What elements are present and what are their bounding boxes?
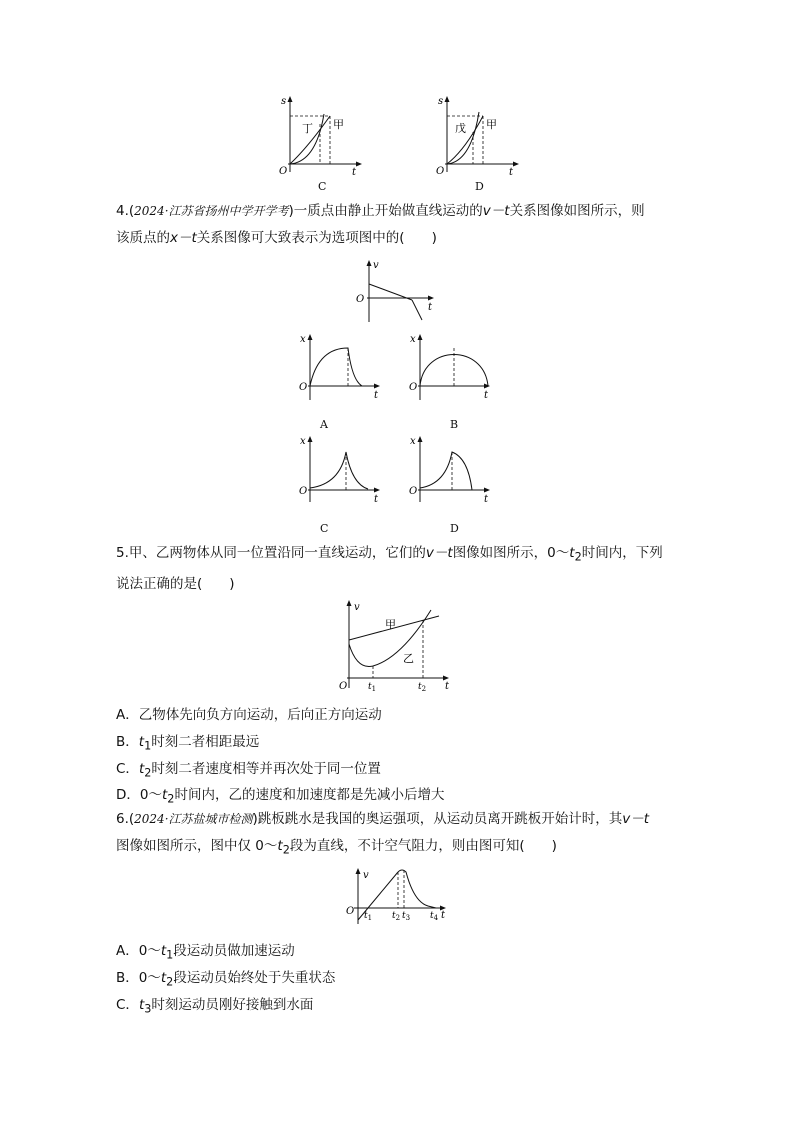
q5-option-d: D．$0\sim t_2$时间内，乙的速度和加速度都是先减小后增大 xyxy=(116,787,445,806)
q6-vt: v－t xyxy=(622,811,650,827)
axis-y-label: x xyxy=(410,436,416,447)
q4-prefix: 4.( xyxy=(116,203,135,219)
axis-y-label: s xyxy=(438,96,444,107)
origin-label: O xyxy=(346,906,355,917)
curve-label-ding: 丁 xyxy=(302,122,313,135)
q5-body: 时间内，下列 xyxy=(581,545,663,561)
origin-label: O xyxy=(339,681,348,692)
origin-label: O xyxy=(409,382,418,393)
axis-x-label: t xyxy=(484,390,489,401)
q5-body: 说法正确的是( ) xyxy=(116,575,235,592)
origin-label: O xyxy=(299,382,308,393)
q4-body: )一质点由静止开始做直线运动的 xyxy=(288,203,483,219)
origin-label: O xyxy=(436,166,445,177)
q5-body: 5.甲、乙两物体从同一位置沿同一直线运动，它们的 xyxy=(116,545,426,561)
axis-x-label: t xyxy=(374,390,379,401)
curve-label-wu: 戊 xyxy=(455,122,466,135)
origin-label: O xyxy=(409,486,418,497)
q4-vt-graph xyxy=(350,256,440,326)
caption-d-top: D xyxy=(475,180,484,193)
q6-option-b: B．$0\sim t_2$段运动员始终处于失重状态 xyxy=(116,970,336,989)
question-5-text xyxy=(116,540,682,598)
tick-t3: $t_3$ xyxy=(402,911,411,922)
tick-t1: $t_1$ xyxy=(368,682,377,693)
axis-y-label: v xyxy=(354,602,360,613)
q6-source: 2024·江苏盐城市检测 xyxy=(134,812,253,826)
graph-option-c-top xyxy=(278,92,368,178)
q4-option-a-graph xyxy=(296,330,386,402)
axis-x-label: t xyxy=(441,910,446,921)
q6-t2-sub: 2 xyxy=(282,843,290,857)
axis-y-label: s xyxy=(281,96,287,107)
q6-vt-graph xyxy=(344,866,454,926)
q5-body: 图像如图所示，0～ xyxy=(452,545,570,561)
q6-body: 段为直线，不计空气阻力，则由图可知( ) xyxy=(289,838,557,854)
q4-vt: v－t xyxy=(482,203,510,219)
q4-body: 关系图像如图所示，则 xyxy=(509,203,645,219)
curve-label-jia: 甲 xyxy=(385,618,396,631)
q5-t2: t xyxy=(569,545,575,561)
question-6-text xyxy=(116,806,682,864)
axis-x-label: t xyxy=(374,494,379,505)
curve-label-jia: 甲 xyxy=(333,118,344,131)
tick-t1: $t_1$ xyxy=(364,911,373,922)
tick-t2: $t_2$ xyxy=(418,682,427,693)
caption-c-top: C xyxy=(318,180,327,193)
axis-y-label: v xyxy=(373,260,379,271)
q4-body: 关系图像可大致表示为选项图中的( ) xyxy=(196,230,437,246)
axis-y-label: x xyxy=(300,436,306,447)
q5-option-a: A．乙物体先向负方向运动，后向正方向运动 xyxy=(116,707,382,723)
q5-vt: v－t xyxy=(425,545,453,561)
axis-x-label: t xyxy=(352,167,357,178)
q5-vt-graph xyxy=(335,596,455,692)
q4-caption-b: B xyxy=(450,418,459,431)
tick-t2: $t_2$ xyxy=(392,911,401,922)
q4-caption-c: C xyxy=(320,522,329,535)
q5-t2-sub: 2 xyxy=(574,550,582,564)
q6-option-a: A．$0\sim t_1$段运动员做加速运动 xyxy=(116,943,295,962)
axis-x-label: t xyxy=(484,494,489,505)
q4-option-c-graph xyxy=(296,432,386,504)
origin-label: O xyxy=(356,294,365,305)
q6-t2: t xyxy=(277,838,283,854)
graph-option-d-top xyxy=(435,92,525,178)
curve-label-jia: 甲 xyxy=(486,118,497,131)
q4-source: 2024·江苏省扬州中学开学考 xyxy=(134,204,289,218)
origin-label: O xyxy=(279,166,288,177)
q4-body: 该质点的 xyxy=(116,230,170,246)
q4-caption-d: D xyxy=(450,522,459,535)
q4-xt: x－t xyxy=(170,230,197,246)
origin-label: O xyxy=(299,486,308,497)
axis-y-label: x xyxy=(410,334,416,345)
axis-y-label: x xyxy=(300,334,306,345)
curve-label-yi: 乙 xyxy=(403,652,414,665)
axis-x-label: t xyxy=(509,167,514,178)
q4-caption-a: A xyxy=(320,418,328,431)
tick-t4: $t_4$ xyxy=(430,911,439,922)
q4-option-b-graph xyxy=(406,330,496,402)
axis-x-label: t xyxy=(445,681,450,692)
q6-body: )跳板跳水是我国的奥运强项，从运动员离开跳板开始计时，其 xyxy=(252,811,623,827)
q5-option-c: C．$t_2$时刻二者速度相等并再次处于同一位置 xyxy=(116,761,381,780)
axis-x-label: t xyxy=(428,302,433,313)
q6-body: 图像如图所示，图中仅 0～ xyxy=(116,838,278,854)
q6-option-c: C．$t_3$时刻运动员刚好接触到水面 xyxy=(116,997,314,1016)
axis-y-label: v xyxy=(363,870,369,881)
q5-option-b: B．$t_1$时刻二者相距最远 xyxy=(116,734,260,753)
q4-option-d-graph xyxy=(406,432,496,504)
q6-prefix: 6.( xyxy=(116,811,135,827)
question-4-text xyxy=(116,198,682,252)
